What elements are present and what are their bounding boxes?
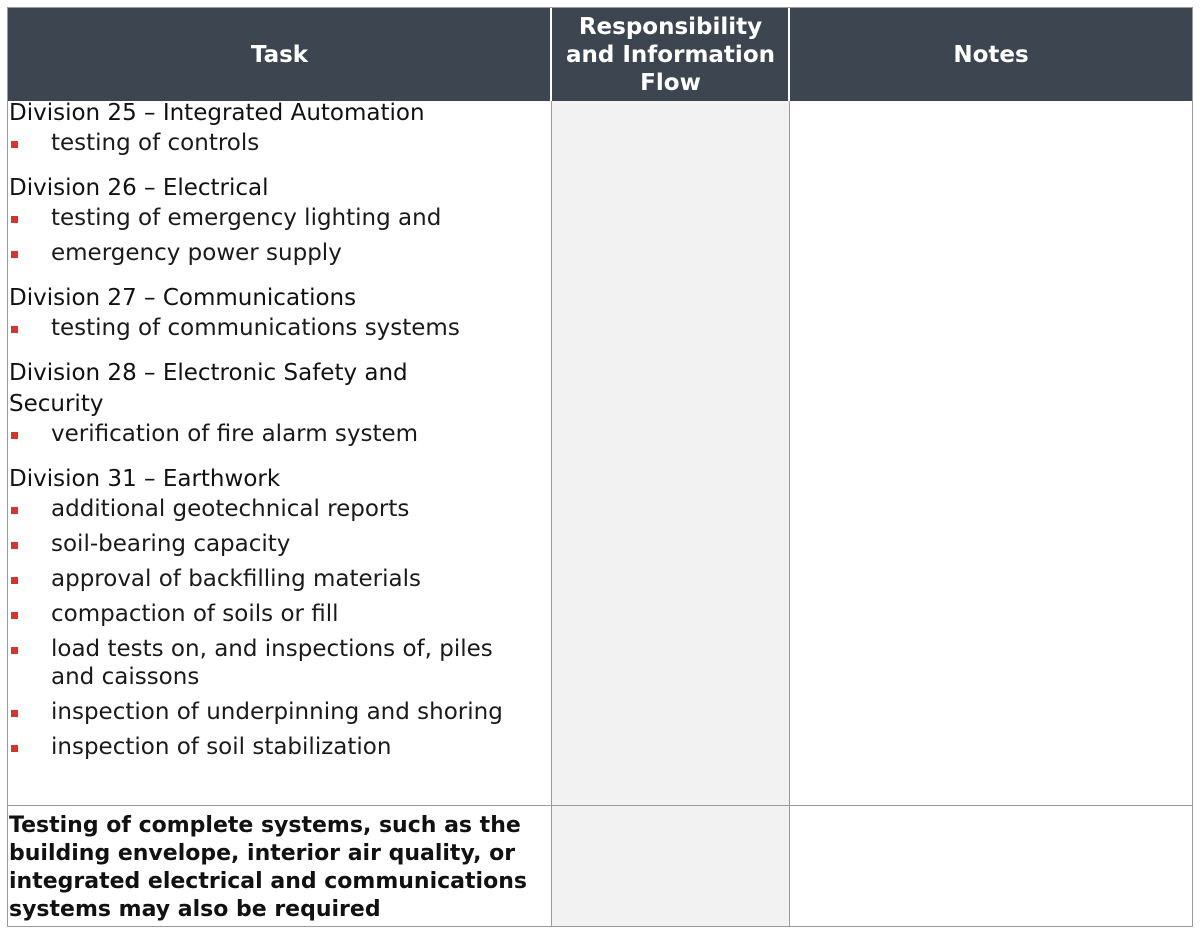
notes-cell <box>790 101 1192 805</box>
header-notes: Notes <box>953 41 1029 68</box>
header-divider <box>788 8 790 101</box>
header-responsibility: Responsibility and Information Flow <box>566 13 775 96</box>
bullet-icon <box>11 251 18 258</box>
header-divider <box>550 8 552 101</box>
bullet-icon <box>11 216 18 223</box>
list-item: emergency power supply <box>9 239 534 267</box>
list-item: testing of communications systems <box>9 314 534 342</box>
notes-cell <box>790 806 1192 926</box>
division-title: Division 27 – Communications <box>9 285 357 311</box>
list-item: load tests on, and inspections of, piles and caissons <box>9 635 534 691</box>
list-item: verification of fire alarm system <box>9 420 534 448</box>
list-item: testing of emergency lighting and <box>9 204 534 232</box>
summary-task-text: Testing of complete systems, such as the building envelope, interior air quality, or integrated electrical and communications systems may also be required <box>9 813 527 922</box>
task-cell <box>9 98 534 777</box>
list-item: compaction of soils or fill <box>9 600 534 628</box>
responsibility-cell <box>552 101 789 926</box>
division-items <box>9 420 534 448</box>
list-item: inspection of soil stabilization <box>9 733 534 761</box>
division-section <box>9 358 534 448</box>
list-item: additional geotechnical reports <box>9 495 534 523</box>
bullet-icon <box>11 745 18 752</box>
bullet-icon <box>11 326 18 333</box>
division-section <box>9 173 534 267</box>
bullet-icon <box>11 710 18 717</box>
division-items <box>9 204 534 267</box>
division-title: Division 28 – Electronic Safety and Security <box>9 360 408 417</box>
division-section <box>9 98 534 157</box>
division-title: Division 25 – Integrated Automation <box>9 100 425 126</box>
table-header-row <box>8 8 1192 101</box>
bullet-icon <box>11 141 18 148</box>
bullet-icon <box>11 577 18 584</box>
division-title: Division 31 – Earthwork <box>9 466 281 492</box>
list-item: testing of controls <box>9 129 534 157</box>
division-section <box>9 464 534 761</box>
list-item: inspection of underpinning and shoring <box>9 698 534 726</box>
division-section <box>9 283 534 342</box>
bullet-icon <box>11 647 18 654</box>
division-items <box>9 314 534 342</box>
bullet-icon <box>11 542 18 549</box>
division-items <box>9 495 534 761</box>
bullet-icon <box>11 432 18 439</box>
division-items <box>9 129 534 157</box>
bullet-icon <box>11 507 18 514</box>
bullet-icon <box>11 612 18 619</box>
column-divider <box>551 101 552 926</box>
list-item: approval of backfilling materials <box>9 565 534 593</box>
list-item: soil-bearing capacity <box>9 530 534 558</box>
division-title: Division 26 – Electrical <box>9 175 269 201</box>
header-task: Task <box>250 41 309 68</box>
